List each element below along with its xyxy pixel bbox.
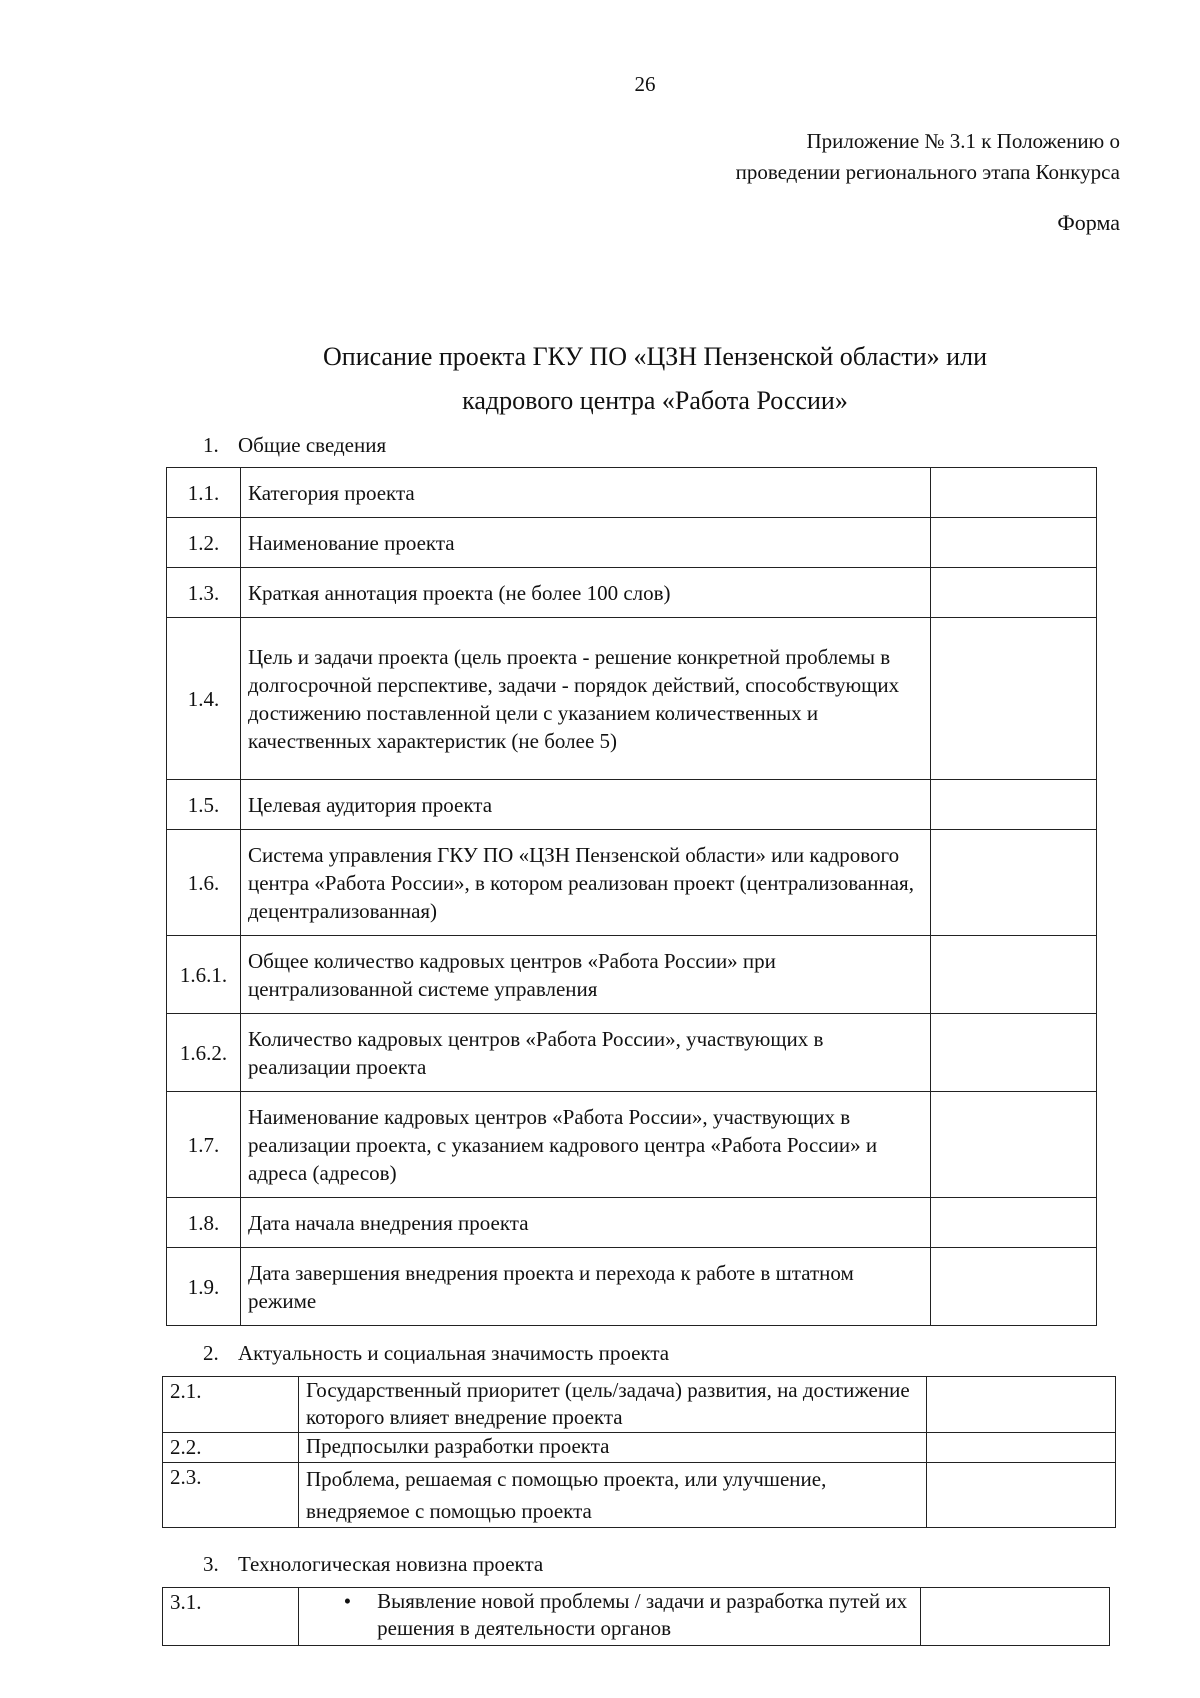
row-description: Целевая аудитория проекта <box>241 780 931 830</box>
value-cell[interactable] <box>931 518 1097 568</box>
row-number: 1.4. <box>167 618 241 780</box>
section-heading-1 <box>203 433 386 458</box>
row-description: Количество кадровых центров «Работа России», участвующих в реализации проекта <box>241 1014 931 1092</box>
row-description: Дата завершения внедрения проекта и перехода к работе в штатном режиме <box>241 1248 931 1326</box>
table-row <box>167 1092 1097 1198</box>
value-cell[interactable] <box>931 936 1097 1014</box>
row-description: Предпосылки разработки проекта <box>299 1433 927 1463</box>
table-row <box>167 1248 1097 1326</box>
row-description: Дата начала внедрения проекта <box>241 1198 931 1248</box>
row-number: 1.2. <box>167 518 241 568</box>
row-description: Общее количество кадровых центров «Работа России» при централизованной системе управления <box>241 936 931 1014</box>
table-row <box>163 1463 1116 1528</box>
row-number: 1.8. <box>167 1198 241 1248</box>
table-row <box>167 468 1097 518</box>
row-number: 3.1. <box>163 1588 299 1646</box>
section-number: 3. <box>203 1552 219 1576</box>
bullet-item <box>299 1588 920 1642</box>
row-number: 1.6.2. <box>167 1014 241 1092</box>
row-description: Наименование проекта <box>241 518 931 568</box>
section-number: 2. <box>203 1341 219 1365</box>
row-description: Государственный приоритет (цель/задача) развития, на достижение которого влияет внедрение проекта <box>299 1377 927 1433</box>
row-number: 1.5. <box>167 780 241 830</box>
section-title: Актуальность и социальная значимость проекта <box>238 1341 670 1365</box>
bullet-icon: • <box>343 1589 352 1613</box>
table-row <box>167 568 1097 618</box>
table-row <box>167 518 1097 568</box>
novelty-table <box>162 1587 1110 1646</box>
section-heading-2 <box>203 1341 669 1366</box>
value-cell[interactable] <box>927 1377 1116 1433</box>
table-row <box>167 780 1097 830</box>
value-cell[interactable] <box>931 568 1097 618</box>
value-cell[interactable] <box>931 780 1097 830</box>
table-row <box>163 1377 1116 1433</box>
appendix-line-1: Приложение № 3.1 к Положению о <box>806 129 1120 153</box>
table-row <box>167 936 1097 1014</box>
row-number: 1.6. <box>167 830 241 936</box>
row-description: Краткая аннотация проекта (не более 100 слов) <box>241 568 931 618</box>
bullet-text: Выявление новой проблемы / задачи и разработка путей их решения в деятельности органов <box>377 1589 908 1640</box>
section-title: Технологическая новизна проекта <box>238 1552 544 1576</box>
row-description: Категория проекта <box>241 468 931 518</box>
relevance-table <box>162 1376 1116 1528</box>
value-cell[interactable] <box>931 1248 1097 1326</box>
table-row <box>163 1588 1110 1646</box>
row-number: 1.3. <box>167 568 241 618</box>
row-number: 1.9. <box>167 1248 241 1326</box>
section-number: 1. <box>203 433 219 457</box>
page-number: 26 <box>634 72 656 96</box>
value-cell[interactable] <box>927 1463 1116 1528</box>
table-row <box>167 1014 1097 1092</box>
row-description: Проблема, решаемая с помощью проекта, или улучшение, внедряемое с помощью проекта <box>299 1463 927 1528</box>
table-row <box>167 1198 1097 1248</box>
value-cell[interactable] <box>931 468 1097 518</box>
value-cell[interactable] <box>920 1588 1109 1646</box>
table-row <box>167 618 1097 780</box>
row-description: Цель и задачи проекта (цель проекта - решение конкретной проблемы в долгосрочной перспективе, задачи - порядок действий, способствующих достижению поставленной цели с указанием количественных и качественных характеристик (не более 5) <box>241 618 931 780</box>
row-number: 2.1. <box>163 1377 299 1433</box>
appendix-note <box>736 126 1120 188</box>
section-heading-3 <box>203 1552 543 1577</box>
form-label: Форма <box>1057 210 1120 235</box>
general-info-table <box>166 467 1097 1326</box>
value-cell[interactable] <box>931 618 1097 780</box>
row-number: 1.1. <box>167 468 241 518</box>
row-description <box>299 1588 921 1646</box>
section-title: Общие сведения <box>238 433 387 457</box>
row-number: 1.6.1. <box>167 936 241 1014</box>
row-description: Система управления ГКУ ПО «ЦЗН Пензенской области» или кадрового центра «Работа России», в котором реализован проект (централизованная, децентрализованная) <box>241 830 931 936</box>
value-cell[interactable] <box>931 1014 1097 1092</box>
document-title <box>0 335 1200 423</box>
value-cell[interactable] <box>931 830 1097 936</box>
row-number: 2.2. <box>163 1433 299 1463</box>
row-number: 2.3. <box>163 1463 299 1528</box>
row-number: 1.7. <box>167 1092 241 1198</box>
value-cell[interactable] <box>931 1198 1097 1248</box>
table-row <box>167 830 1097 936</box>
title-line-2: кадрового центра «Работа России» <box>462 386 848 415</box>
value-cell[interactable] <box>931 1092 1097 1198</box>
value-cell[interactable] <box>927 1433 1116 1463</box>
table-row <box>163 1433 1116 1463</box>
appendix-line-2: проведении регионального этапа Конкурса <box>735 160 1120 184</box>
row-description: Наименование кадровых центров «Работа России», участвующих в реализации проекта, с указанием кадрового центра «Работа России» и адреса (адресов) <box>241 1092 931 1198</box>
title-line-1: Описание проекта ГКУ ПО «ЦЗН Пензенской области» или <box>323 342 987 371</box>
